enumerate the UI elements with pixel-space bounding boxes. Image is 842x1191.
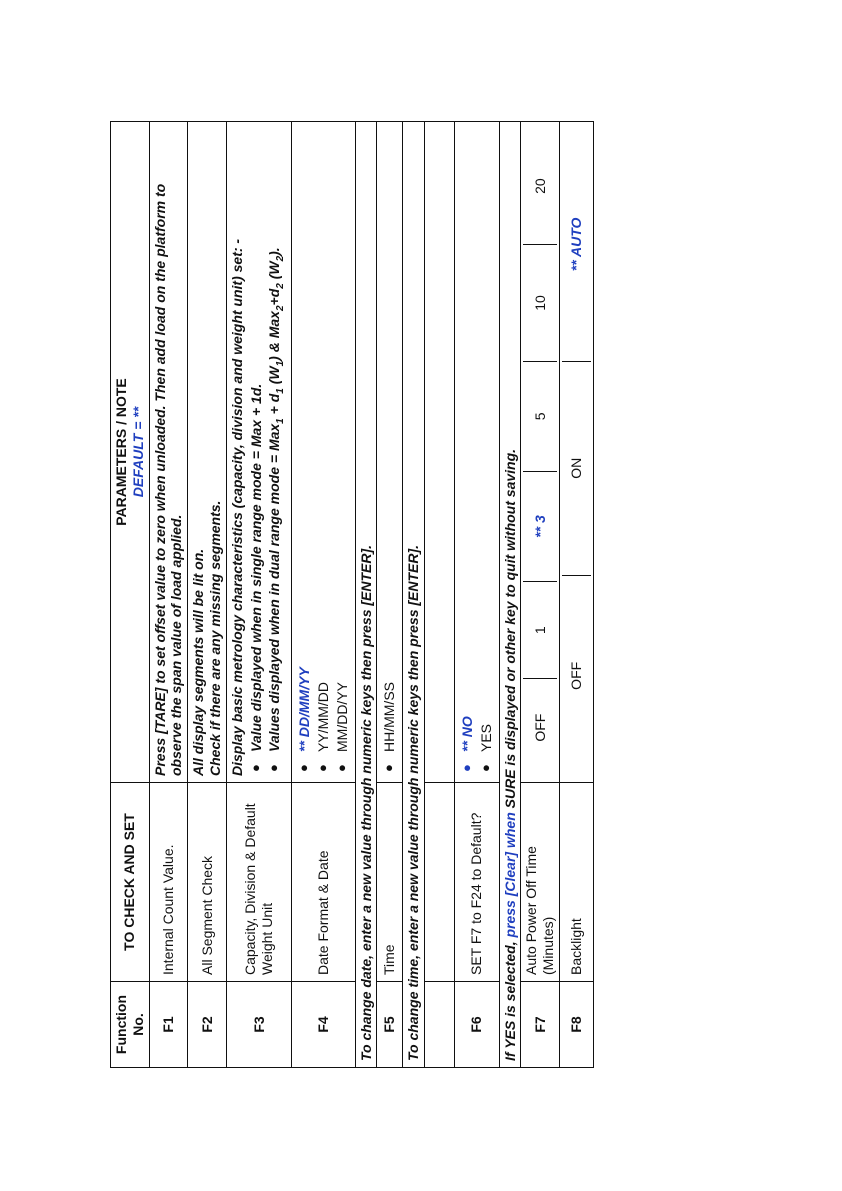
bullet-icon: ● bbox=[266, 764, 282, 772]
function-note bbox=[188, 122, 227, 783]
function-id: F6 bbox=[454, 982, 499, 1068]
table-row-f6 bbox=[454, 122, 499, 1068]
blank-cell bbox=[424, 122, 454, 783]
function-options bbox=[377, 122, 403, 783]
option: YY/MM/DD bbox=[314, 682, 331, 752]
option: MM/DD/YY bbox=[333, 682, 350, 752]
function-name: Capacity, Division & Default Weight Unit bbox=[226, 783, 291, 982]
value-grid bbox=[562, 128, 591, 776]
list-item bbox=[248, 128, 265, 776]
rotated-page bbox=[110, 122, 720, 1068]
function-id: F4 bbox=[292, 982, 355, 1068]
header-function-no: Function No. bbox=[111, 982, 150, 1068]
function-name: Auto Power Off Time (Minutes) bbox=[521, 783, 560, 982]
option-default: ** DD/MM/YY bbox=[296, 667, 313, 752]
bullet-icon: ● bbox=[247, 764, 263, 772]
function-id: F5 bbox=[377, 982, 403, 1068]
function-name: All Segment Check bbox=[188, 783, 227, 982]
yes-note-part: If YES is selected, bbox=[501, 937, 518, 1061]
bullet-list bbox=[248, 128, 288, 776]
value-cell: 20 bbox=[523, 128, 557, 245]
bullet-icon: ● bbox=[477, 764, 493, 772]
option-default: ** NO bbox=[458, 716, 475, 752]
list-item bbox=[315, 128, 332, 776]
table-row-f5 bbox=[377, 122, 403, 1068]
bullet-icon: ● bbox=[333, 764, 349, 772]
list-item bbox=[459, 128, 476, 776]
value-grid bbox=[523, 128, 557, 776]
function-note: Press [TARE] to set offset value to zero when unloaded. Then add load on the platform to observe the span value of load applied. bbox=[149, 122, 188, 783]
yes-note-row bbox=[499, 122, 521, 1068]
list-item bbox=[334, 128, 351, 776]
table-row-f4 bbox=[292, 122, 355, 1068]
time-note-row bbox=[403, 122, 425, 1068]
list-item bbox=[296, 128, 313, 776]
date-note-row bbox=[355, 122, 377, 1068]
bullet-icon: ● bbox=[296, 764, 312, 772]
table-header bbox=[111, 122, 150, 1068]
function-id: F2 bbox=[188, 982, 227, 1068]
value-cell: OFF bbox=[531, 713, 548, 742]
value-cell: 5 bbox=[523, 361, 557, 471]
header-params-title: PARAMETERS / NOTE bbox=[113, 378, 129, 526]
header-parameters bbox=[111, 122, 150, 783]
table-row-f1 bbox=[149, 122, 188, 1068]
bullet-icon: ● bbox=[458, 764, 474, 772]
date-note: To change date, enter a new value through numeric keys then press [ENTER]. bbox=[355, 122, 377, 1068]
note-line: Display basic metrology characteristics (capacity, division and weight unit) set: - bbox=[228, 238, 245, 776]
note-line: All display segments will be lit on. bbox=[190, 548, 207, 776]
header-default-note: DEFAULT = ** bbox=[129, 406, 146, 498]
function-name: Time bbox=[377, 783, 403, 982]
bullet-icon: ● bbox=[381, 764, 397, 772]
function-options bbox=[292, 122, 355, 783]
table-row-f2 bbox=[188, 122, 227, 1068]
function-name: SET F7 to F24 to Default? bbox=[454, 783, 499, 982]
function-table bbox=[110, 121, 594, 1068]
function-id: F1 bbox=[149, 982, 188, 1068]
function-name: Date Format & Date bbox=[292, 783, 355, 982]
value-cell-default: ** AUTO bbox=[562, 128, 591, 361]
list-item bbox=[266, 128, 287, 776]
value-cell: OFF bbox=[567, 661, 584, 690]
option-list bbox=[296, 128, 350, 776]
value-cell-default: ** 3 bbox=[523, 471, 557, 581]
blank-cell bbox=[424, 783, 454, 982]
list-item bbox=[381, 128, 398, 776]
function-values bbox=[521, 122, 560, 783]
function-id: F8 bbox=[559, 982, 593, 1068]
yes-note bbox=[499, 122, 521, 1068]
bullet-text: Values displayed when in dual range mode = $Max_1 + d_1$ $(W_1)$ & $Max_2+d_2$ $(W_2)$. bbox=[266, 247, 287, 752]
function-id: F3 bbox=[226, 982, 291, 1068]
function-id: F7 bbox=[521, 982, 560, 1068]
option: YES bbox=[477, 723, 494, 752]
time-note: To change time, enter a new value through numeric keys then press [ENTER]. bbox=[403, 122, 425, 1068]
bullet-text: Value displayed when in single range mode = Max + 1d. bbox=[247, 383, 264, 752]
table-row-f3 bbox=[226, 122, 291, 1068]
function-values bbox=[559, 122, 593, 783]
function-note bbox=[226, 122, 291, 783]
function-options bbox=[454, 122, 499, 783]
option-list bbox=[459, 128, 495, 776]
yes-note-part: SURE is displayed or other key to quit without saving. bbox=[501, 448, 518, 813]
value-cell: ON bbox=[562, 361, 591, 575]
table-row-f8 bbox=[559, 122, 593, 1068]
table-row-f7 bbox=[521, 122, 560, 1068]
function-name: Internal Count Value. bbox=[149, 783, 188, 982]
list-item bbox=[478, 128, 495, 776]
value-cell: 1 bbox=[523, 582, 557, 679]
blank-row bbox=[424, 122, 454, 1068]
yes-note-part: press [Clear] when bbox=[501, 812, 518, 938]
bullet-icon: ● bbox=[314, 764, 330, 772]
option-list bbox=[381, 128, 398, 776]
function-name: Backlight bbox=[559, 783, 593, 982]
note-line: Check if there are any missing segments. bbox=[206, 500, 223, 776]
header-to-check: TO CHECK AND SET bbox=[111, 783, 150, 982]
value-cell: 10 bbox=[523, 245, 557, 362]
blank-cell bbox=[424, 982, 454, 1068]
option: HH/MM/SS bbox=[381, 682, 398, 752]
